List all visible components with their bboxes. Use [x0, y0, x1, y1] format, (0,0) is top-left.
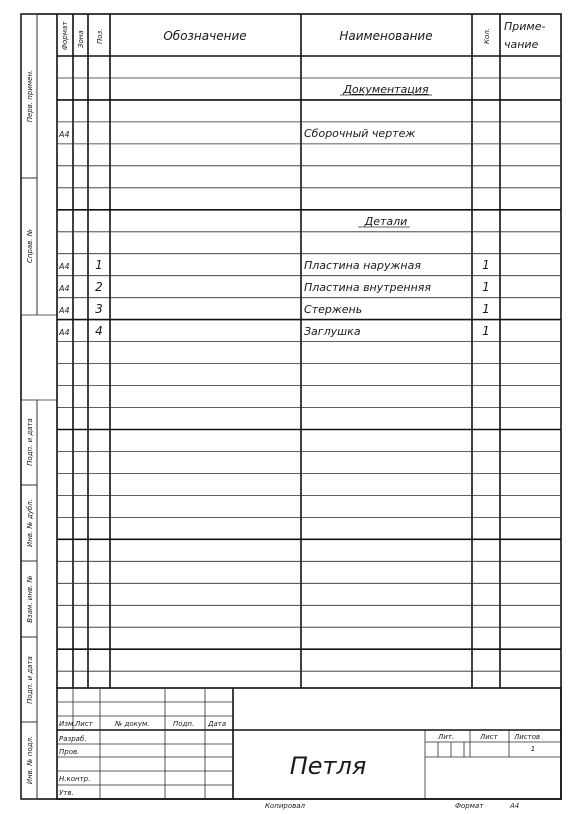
row-format: А4 [59, 328, 70, 337]
col-note-header-2: чание [504, 38, 539, 51]
side-label-podp-data-1: Подп. и дата [26, 418, 34, 466]
tb-list: Лист [75, 720, 93, 728]
row-name: Пластина наружная [304, 259, 421, 272]
col-pos-header: Поз. [96, 28, 104, 44]
table-verticals [57, 14, 500, 688]
tb-prov: Пров. [59, 748, 80, 756]
row-name: Заглушка [304, 325, 361, 338]
tb-utv: Утв. [59, 789, 74, 797]
row-qty: 1 [482, 302, 490, 316]
row-format: А4 [59, 262, 70, 271]
table-row [58, 258, 490, 272]
row-name: Стержень [304, 303, 363, 316]
section-details: Детали [364, 215, 408, 228]
col-note-header-1: Приме- [504, 20, 546, 33]
tb-podp: Подп. [173, 720, 195, 728]
col-qty-header: Кол. [483, 28, 491, 44]
footer-format-label: Формат [455, 802, 484, 810]
row-name: Сборочный чертеж [304, 127, 416, 140]
tb-lit: Лит. [438, 733, 455, 741]
side-label-sprav-no: Справ. № [26, 228, 34, 264]
tb-listov-value: 1 [530, 745, 536, 753]
table-row [58, 324, 490, 338]
row-qty: 1 [482, 280, 490, 294]
section-documentation: Документация [343, 83, 429, 96]
row-qty: 1 [482, 258, 490, 272]
row-name: Пластина внутренняя [304, 281, 432, 294]
row-format: А4 [59, 306, 70, 315]
col-format-header: Формат [61, 21, 69, 50]
tb-data: Дата [208, 720, 227, 728]
footer-format-value: А4 [510, 802, 520, 810]
table-row-lines [57, 78, 561, 671]
table-row [58, 127, 415, 140]
side-label-inv-dubl: Инв. № дубл. [26, 499, 34, 547]
row-pos: 4 [95, 324, 103, 338]
side-label-podp-data-2: Подп. и дата [26, 656, 34, 704]
side-label-vzam-inv: Взам. инв. № [26, 575, 34, 623]
tb-n-dokum: № докум. [115, 720, 150, 728]
side-label-perv-primen: Перв. примен. [26, 69, 34, 123]
row-format: А4 [59, 130, 70, 139]
table-row [58, 302, 490, 316]
col-designation-header: Обозначение [163, 29, 247, 43]
row-format: А4 [59, 284, 70, 293]
row-pos: 3 [95, 302, 103, 316]
tb-izm: Изм. [59, 720, 76, 728]
tb-razrab: Разраб. [59, 735, 87, 743]
side-label-inv-podl: Инв. № подл. [26, 735, 34, 785]
sheet-frame [21, 14, 561, 799]
row-pos: 1 [95, 258, 103, 272]
tb-n-kontr: Н.контр. [59, 775, 91, 783]
col-zone-header: Зона [77, 30, 85, 48]
col-name-header: Наименование [339, 29, 433, 43]
row-qty: 1 [482, 324, 490, 338]
tb-list2: Лист [480, 733, 498, 741]
tb-listov: Листов [514, 733, 541, 741]
document-title: Петля [289, 752, 367, 780]
row-pos: 2 [95, 280, 103, 294]
table-row [58, 280, 490, 294]
footer-copied: Копировал [265, 802, 305, 810]
title-block [57, 688, 561, 799]
